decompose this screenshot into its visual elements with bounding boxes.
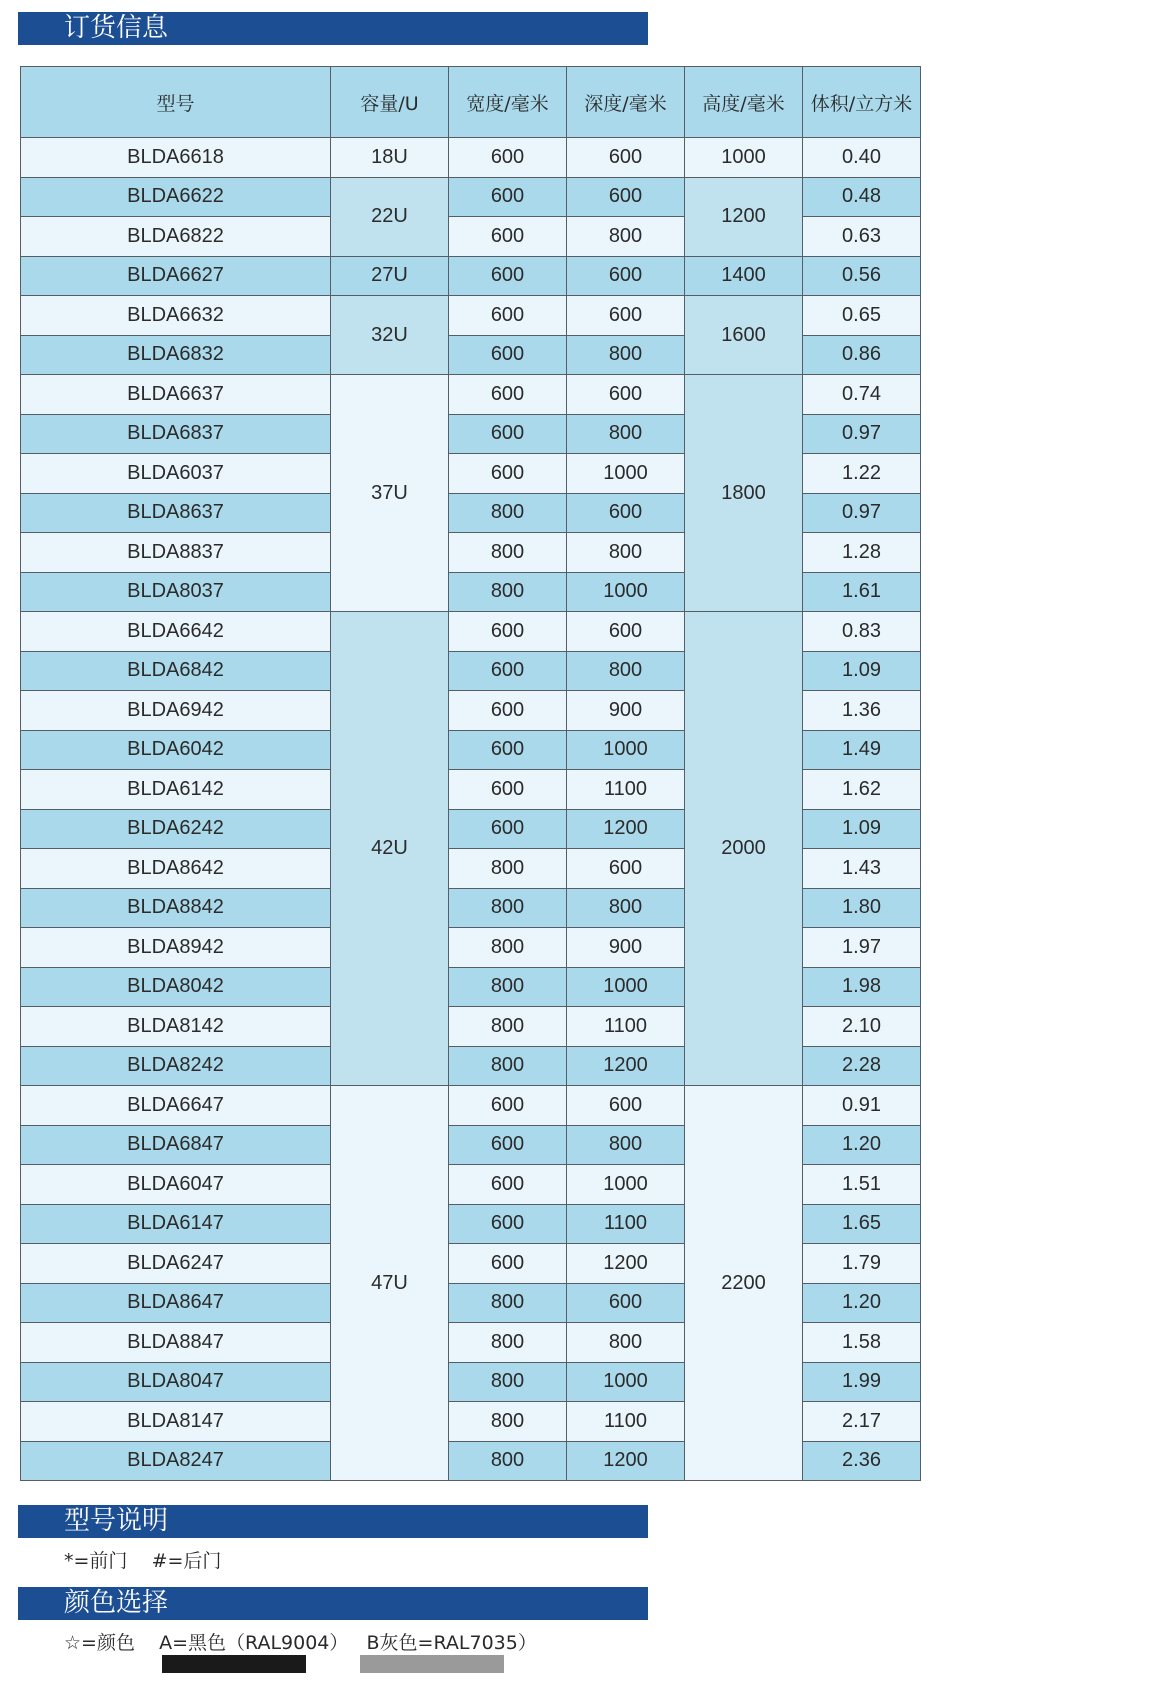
table-header-row (21, 67, 921, 138)
cell-capacity: 42U (331, 612, 449, 1086)
cell-model: BLDA6242 (21, 809, 331, 849)
cell-capacity: 32U (331, 296, 449, 375)
section-title-order-info: 订货信息 (18, 12, 648, 45)
cell-model: BLDA6047 (21, 1165, 331, 1205)
cell-model: BLDA6642 (21, 612, 331, 652)
cell-volume: 0.63 (803, 217, 921, 257)
cell-width: 600 (449, 809, 567, 849)
cell-width: 600 (449, 1204, 567, 1244)
cell-width: 800 (449, 533, 567, 573)
cell-width: 600 (449, 651, 567, 691)
cell-model: BLDA6147 (21, 1204, 331, 1244)
cell-volume: 1.51 (803, 1165, 921, 1205)
cell-model: BLDA6618 (21, 138, 331, 178)
table-row (21, 138, 921, 178)
cell-volume: 0.74 (803, 375, 921, 415)
table-row (21, 177, 921, 217)
cell-width: 800 (449, 1283, 567, 1323)
header-depth: 深度/毫米 (567, 67, 685, 138)
cell-volume: 0.65 (803, 296, 921, 336)
model-note: *=前门 #=后门 (64, 1550, 222, 1572)
cell-volume: 2.10 (803, 1007, 921, 1047)
cell-model: BLDA8842 (21, 888, 331, 928)
cell-depth: 1100 (567, 1402, 685, 1442)
cell-model: BLDA8942 (21, 928, 331, 968)
cell-model: BLDA6622 (21, 177, 331, 217)
cell-volume: 1.43 (803, 849, 921, 889)
cell-height: 1200 (685, 177, 803, 256)
cell-model: BLDA8247 (21, 1441, 331, 1481)
cell-width: 800 (449, 849, 567, 889)
cell-width: 600 (449, 217, 567, 257)
cell-depth: 1100 (567, 1007, 685, 1047)
cell-width: 600 (449, 375, 567, 415)
cell-volume: 2.36 (803, 1441, 921, 1481)
table-row (21, 296, 921, 336)
cell-capacity: 37U (331, 375, 449, 612)
cell-width: 600 (449, 1165, 567, 1205)
cell-model: BLDA6037 (21, 454, 331, 494)
cell-depth: 900 (567, 928, 685, 968)
table-row (21, 612, 921, 652)
cell-depth: 600 (567, 849, 685, 889)
cell-height: 2200 (685, 1086, 803, 1481)
cell-volume: 1.28 (803, 533, 921, 573)
cell-volume: 0.56 (803, 256, 921, 296)
cell-model: BLDA8637 (21, 493, 331, 533)
cell-depth: 1000 (567, 730, 685, 770)
cell-width: 800 (449, 928, 567, 968)
cell-model: BLDA8642 (21, 849, 331, 889)
cell-width: 600 (449, 138, 567, 178)
table-row (21, 256, 921, 296)
cell-depth: 1100 (567, 770, 685, 810)
cell-depth: 1000 (567, 967, 685, 1007)
header-capacity: 容量/U (331, 67, 449, 138)
cell-volume: 0.97 (803, 493, 921, 533)
cell-height: 1600 (685, 296, 803, 375)
header-height: 高度/毫米 (685, 67, 803, 138)
cell-depth: 1100 (567, 1204, 685, 1244)
cell-depth: 600 (567, 375, 685, 415)
header-width: 宽度/毫米 (449, 67, 567, 138)
cell-depth: 600 (567, 256, 685, 296)
cell-width: 800 (449, 967, 567, 1007)
cell-model: BLDA6637 (21, 375, 331, 415)
cell-volume: 0.48 (803, 177, 921, 217)
cell-volume: 1.61 (803, 572, 921, 612)
cell-model: BLDA6847 (21, 1125, 331, 1165)
cell-model: BLDA8242 (21, 1046, 331, 1086)
order-table (20, 66, 921, 1481)
table-row (21, 375, 921, 415)
cell-model: BLDA6832 (21, 335, 331, 375)
cell-depth: 800 (567, 888, 685, 928)
cell-volume: 1.65 (803, 1204, 921, 1244)
cell-depth: 800 (567, 1125, 685, 1165)
cell-model: BLDA6647 (21, 1086, 331, 1126)
cell-depth: 1000 (567, 1362, 685, 1402)
cell-width: 600 (449, 691, 567, 731)
cell-volume: 0.91 (803, 1086, 921, 1126)
cell-depth: 1200 (567, 1244, 685, 1284)
cell-volume: 0.86 (803, 335, 921, 375)
cell-width: 800 (449, 888, 567, 928)
header-volume: 体积/立方米 (803, 67, 921, 138)
cell-height: 1000 (685, 138, 803, 178)
cell-model: BLDA6627 (21, 256, 331, 296)
cell-width: 600 (449, 1244, 567, 1284)
cell-width: 800 (449, 572, 567, 612)
cell-depth: 1200 (567, 1441, 685, 1481)
cell-model: BLDA8042 (21, 967, 331, 1007)
cell-volume: 1.97 (803, 928, 921, 968)
gray-color-swatch (360, 1655, 504, 1673)
cell-volume: 1.80 (803, 888, 921, 928)
cell-volume: 1.22 (803, 454, 921, 494)
cell-volume: 1.99 (803, 1362, 921, 1402)
cell-width: 600 (449, 770, 567, 810)
cell-depth: 900 (567, 691, 685, 731)
table-row (21, 1086, 921, 1126)
cell-depth: 600 (567, 493, 685, 533)
cell-volume: 0.83 (803, 612, 921, 652)
color-note: ☆=颜色 A=黑色（RAL9004） B灰色=RAL7035） (64, 1632, 537, 1654)
cell-height: 2000 (685, 612, 803, 1086)
cell-volume: 1.79 (803, 1244, 921, 1284)
cell-volume: 1.98 (803, 967, 921, 1007)
cell-width: 800 (449, 1323, 567, 1363)
cell-model: BLDA8837 (21, 533, 331, 573)
cell-height: 1800 (685, 375, 803, 612)
cell-model: BLDA6042 (21, 730, 331, 770)
cell-capacity: 22U (331, 177, 449, 256)
cell-depth: 800 (567, 335, 685, 375)
cell-capacity: 27U (331, 256, 449, 296)
cell-depth: 1000 (567, 1165, 685, 1205)
cell-width: 800 (449, 1441, 567, 1481)
cell-depth: 600 (567, 296, 685, 336)
cell-capacity: 18U (331, 138, 449, 178)
black-color-swatch (162, 1655, 306, 1673)
cell-model: BLDA8037 (21, 572, 331, 612)
cell-depth: 1000 (567, 454, 685, 494)
cell-volume: 1.09 (803, 651, 921, 691)
cell-model: BLDA6822 (21, 217, 331, 257)
section-title-model-desc: 型号说明 (18, 1505, 648, 1538)
cell-width: 600 (449, 256, 567, 296)
cell-volume: 1.09 (803, 809, 921, 849)
table-body (21, 138, 921, 1481)
cell-width: 600 (449, 1086, 567, 1126)
cell-width: 600 (449, 730, 567, 770)
cell-model: BLDA6942 (21, 691, 331, 731)
cell-height: 1400 (685, 256, 803, 296)
cell-depth: 800 (567, 1323, 685, 1363)
cell-model: BLDA8647 (21, 1283, 331, 1323)
cell-depth: 1200 (567, 1046, 685, 1086)
cell-width: 600 (449, 177, 567, 217)
cell-model: BLDA8142 (21, 1007, 331, 1047)
cell-volume: 1.20 (803, 1125, 921, 1165)
cell-width: 600 (449, 335, 567, 375)
cell-width: 800 (449, 1362, 567, 1402)
header-model: 型号 (21, 67, 331, 138)
cell-volume: 0.40 (803, 138, 921, 178)
cell-model: BLDA6247 (21, 1244, 331, 1284)
cell-depth: 800 (567, 414, 685, 454)
cell-model: BLDA8847 (21, 1323, 331, 1363)
cell-model: BLDA6842 (21, 651, 331, 691)
cell-width: 800 (449, 1402, 567, 1442)
cell-volume: 1.62 (803, 770, 921, 810)
cell-volume: 1.49 (803, 730, 921, 770)
cell-depth: 600 (567, 612, 685, 652)
cell-model: BLDA6837 (21, 414, 331, 454)
cell-model: BLDA8047 (21, 1362, 331, 1402)
cell-depth: 600 (567, 1086, 685, 1126)
cell-depth: 800 (567, 533, 685, 573)
cell-depth: 600 (567, 177, 685, 217)
section-title-color-select: 颜色选择 (18, 1587, 648, 1620)
cell-width: 600 (449, 296, 567, 336)
cell-depth: 600 (567, 138, 685, 178)
cell-volume: 1.58 (803, 1323, 921, 1363)
cell-depth: 1200 (567, 809, 685, 849)
cell-depth: 600 (567, 1283, 685, 1323)
cell-width: 800 (449, 1046, 567, 1086)
cell-model: BLDA6142 (21, 770, 331, 810)
cell-depth: 800 (567, 217, 685, 257)
cell-width: 600 (449, 454, 567, 494)
cell-width: 800 (449, 493, 567, 533)
cell-volume: 2.28 (803, 1046, 921, 1086)
cell-width: 600 (449, 612, 567, 652)
cell-width: 600 (449, 1125, 567, 1165)
cell-depth: 800 (567, 651, 685, 691)
cell-width: 600 (449, 414, 567, 454)
cell-width: 800 (449, 1007, 567, 1047)
cell-volume: 2.17 (803, 1402, 921, 1442)
cell-volume: 0.97 (803, 414, 921, 454)
cell-depth: 1000 (567, 572, 685, 612)
cell-capacity: 47U (331, 1086, 449, 1481)
cell-volume: 1.20 (803, 1283, 921, 1323)
cell-model: BLDA8147 (21, 1402, 331, 1442)
cell-volume: 1.36 (803, 691, 921, 731)
cell-model: BLDA6632 (21, 296, 331, 336)
